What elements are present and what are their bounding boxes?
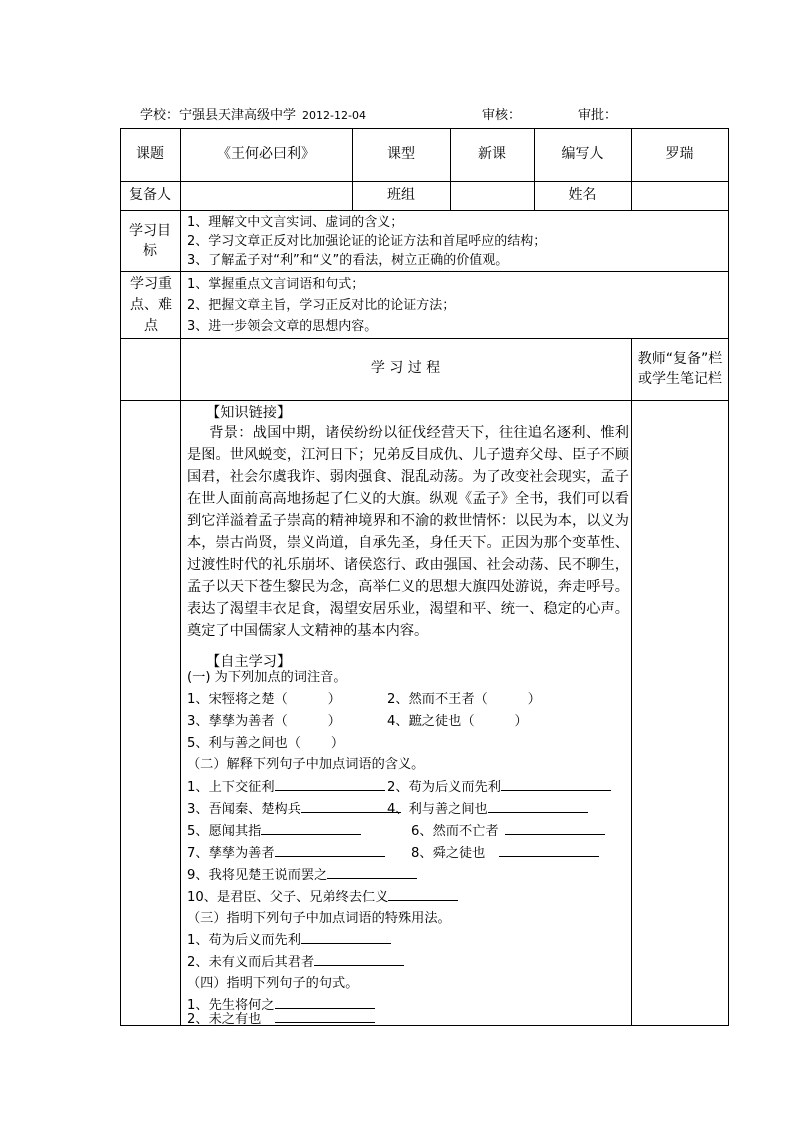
s1-item: 1、宋牼将之楚（ ） — [187, 692, 341, 707]
s2-item: 3、吾闻秦、楚构兵 — [187, 798, 401, 820]
goal-item: 3、了解孟子对“利”和“义”的看法，树立正确的价值观。 — [187, 253, 509, 268]
self-heading: 【自主学习】 — [206, 654, 292, 670]
s2-item: 6、然而不亡者 — [411, 820, 605, 842]
goal-item: 2、学习文章正反对比加强论证的论证方法和首尾呼应的结构； — [187, 234, 547, 249]
s1-item: 2、然而不王者（ ） — [387, 692, 541, 707]
focus-list — [187, 274, 455, 337]
s2-item: 4、利与善之间也 — [387, 798, 588, 820]
goal-item: 1、理解文中文言实词、虚词的含义； — [187, 215, 404, 230]
s4-item: 2、未之有也 — [187, 1008, 375, 1030]
s3-item: 1、苟为后义而先利 — [187, 929, 391, 951]
group-label: 班组 — [387, 186, 415, 203]
school-name: 学校：宁强县天津高级中学 — [140, 108, 297, 123]
date: 2012-12-04 — [302, 109, 366, 122]
s2-item: 8、舜之徒也 — [411, 842, 599, 864]
approve-label: 审批： — [578, 108, 618, 123]
s2-item: 5、愿闻其指 — [187, 820, 361, 842]
s2-item: 2、苟为后义而先利 — [387, 776, 611, 798]
focus-item: 2、把握文章主旨，学习正反对比的论证方法； — [187, 298, 456, 313]
review-label: 审核： — [482, 108, 522, 123]
topic-value: 《王何必曰利》 — [217, 145, 315, 162]
page-header — [140, 104, 618, 123]
s2-item: 7、孳孳为善者 — [187, 842, 385, 864]
s2-item: 10、是君臣、父子、兄弟终去仁义 — [187, 886, 458, 908]
s2-item: 1、上下交征利 — [187, 776, 385, 798]
goals-label: 学习目标 — [129, 223, 171, 259]
s2-item: 9、我将见楚王说而罢之 — [187, 864, 417, 886]
focus-item: 1、掌握重点文言词语和句式； — [187, 277, 365, 292]
author-label: 编写人 — [561, 145, 604, 162]
author-value: 罗瑞 — [665, 145, 694, 162]
notes-title: 教师“复备”栏或学生笔记栏 — [637, 351, 723, 387]
focus-label: 学习重点、难点 — [130, 275, 172, 334]
s1-item: 4、蹠之徒也（ ） — [387, 714, 528, 729]
s1-item: 5、利与善之间也（ ） — [187, 736, 345, 751]
name-label: 姓名 — [568, 186, 597, 203]
s3-title: （三）指明下列句子中加点词语的特殊用法。 — [187, 911, 451, 926]
type-label: 课型 — [387, 145, 415, 162]
background-text: 背景：战国中期，诸侯纷纷以征伐经营天下，往往追名逐利、惟利是图。世风蜕变，江河日下；兄弟反目成仇、儿子遗弃父母、臣子不顾国君，社会尔虞我诈、弱肉强食、混乱动荡。为了改变社会现实，孟子在世人面前高高地扬起了仁义的大旗。纵观《孟子》全书，我们可以看到它洋溢着孟子崇高的精神境界和不渝的救世情怀：以民为本，以义为本，崇古尚贤，崇义尚道，自承先圣，身任天下。正因为那个变革性、过渡性时代的礼乐崩坏、诸侯恣行、政由强国、社会动荡、民不聊生，孟子以天下苍生黎民为念，高举仁义的思想大旗四处游说，奔走呼号。表达了渴望丰衣足食，渴望安居乐业，渴望和平、统一、稳定的心声。奠定了中国儒家人文精神的基本内容。 — [187, 425, 629, 639]
process-title: 学 习 过 程 — [370, 360, 441, 377]
goals-list — [187, 213, 546, 270]
prep-label: 复备人 — [129, 186, 171, 203]
focus-item: 3、进一步领会文章的思想内容。 — [187, 319, 378, 334]
s1-title: (一) 为下列加点的词注音。 — [187, 670, 347, 685]
topic-label: 课题 — [136, 145, 164, 162]
link-heading: 【知识链接】 — [206, 405, 292, 421]
background-paragraph — [187, 422, 629, 642]
type-value: 新课 — [478, 145, 506, 162]
s1-item: 3、孳孳为善者（ ） — [187, 714, 341, 729]
s4-item: 1、先生将何之 — [187, 994, 375, 1016]
s3-item: 2、未有义而后其君者 — [187, 951, 404, 973]
s4-title: （四）指明下列句子的句式。 — [187, 976, 359, 991]
s2-title: （二）解释下列句子中加点词语的含义。 — [187, 757, 425, 772]
